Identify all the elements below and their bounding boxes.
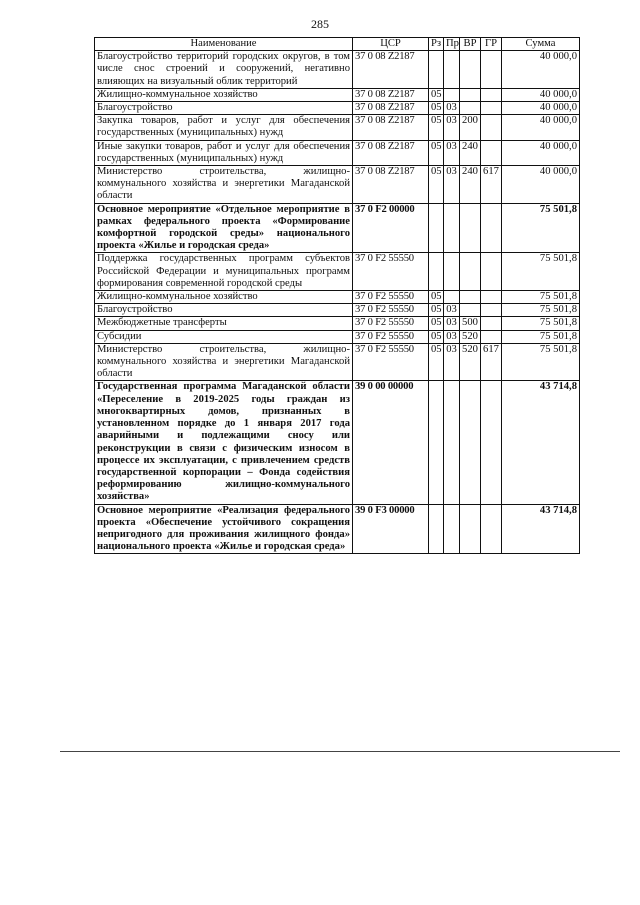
row-rz: 05 — [429, 343, 444, 381]
table-row — [95, 88, 580, 101]
row-rz — [429, 504, 444, 554]
row-vr — [460, 88, 481, 101]
row-gr — [481, 330, 502, 343]
row-pr — [444, 504, 460, 554]
row-rz: 05 — [429, 330, 444, 343]
row-name: Министерство строительства, жилищно-коммунального хозяйства и энергетики Магаданской области — [95, 166, 353, 204]
header-pr: Пр — [444, 38, 460, 51]
row-vr: 520 — [460, 343, 481, 381]
row-rz — [429, 253, 444, 291]
row-vr — [460, 291, 481, 304]
row-vr: 500 — [460, 317, 481, 330]
row-gr — [481, 140, 502, 165]
table-row — [95, 343, 580, 381]
table-row — [95, 140, 580, 165]
row-vr — [460, 51, 481, 89]
row-pr: 03 — [444, 330, 460, 343]
table-row — [95, 51, 580, 89]
row-vr — [460, 253, 481, 291]
row-gr: 617 — [481, 166, 502, 204]
row-rz — [429, 51, 444, 89]
row-rz: 05 — [429, 166, 444, 204]
row-name: Поддержка государственных программ субъектов Российской Федерации и муниципальных программ формирования современной городской среды — [95, 253, 353, 291]
row-sum: 75 501,8 — [502, 317, 580, 330]
row-pr: 03 — [444, 102, 460, 115]
row-name: Субсидии — [95, 330, 353, 343]
row-pr: 03 — [444, 140, 460, 165]
table-row — [95, 102, 580, 115]
row-rz: 05 — [429, 115, 444, 140]
row-sum: 43 714,8 — [502, 504, 580, 554]
row-rz: 05 — [429, 304, 444, 317]
row-csr: 37 0 F2 55550 — [353, 304, 429, 317]
row-csr: 37 0 08 Z2187 — [353, 115, 429, 140]
table-row — [95, 330, 580, 343]
row-pr — [444, 381, 460, 504]
row-vr — [460, 304, 481, 317]
row-gr — [481, 381, 502, 504]
row-sum: 40 000,0 — [502, 88, 580, 101]
row-csr: 37 0 08 Z2187 — [353, 140, 429, 165]
row-pr — [444, 253, 460, 291]
row-name: Государственная программа Магаданской области «Переселение в 2019-2025 годы граждан из многоквартирных домов, признанных в установленном порядке до 1 января 2017 года аварийными и подлежащими сносу или реконструкции в связи с физическим износом в процессе их эксплуатации, с привлечением средств государственной корпорации – Фонда содействия реформированию жилищно-коммунального хозяйства» — [95, 381, 353, 504]
page-number: 285 — [311, 17, 329, 31]
row-gr: 617 — [481, 343, 502, 381]
row-gr — [481, 253, 502, 291]
row-rz: 05 — [429, 102, 444, 115]
row-csr: 37 0 08 Z2187 — [353, 88, 429, 101]
row-name: Основное мероприятие «Отдельное мероприятие в рамках федерального проекта «Формирование комфортной городской среды» национального проекта «Жилье и городская среда» — [95, 203, 353, 253]
row-name: Жилищно-коммунальное хозяйство — [95, 88, 353, 101]
row-csr: 39 0 F3 00000 — [353, 504, 429, 554]
row-sum: 75 501,8 — [502, 203, 580, 253]
table-row — [95, 203, 580, 253]
row-gr — [481, 203, 502, 253]
row-name: Основное мероприятие «Реализация федерального проекта «Обеспечение устойчивого сокращения непригодного для проживания жилищного фонда» национального проекта «Жилье и городская среда» — [95, 504, 353, 554]
row-sum: 43 714,8 — [502, 381, 580, 504]
row-rz: 05 — [429, 140, 444, 165]
row-pr: 03 — [444, 343, 460, 381]
row-vr: 240 — [460, 140, 481, 165]
row-pr: 03 — [444, 304, 460, 317]
row-gr — [481, 88, 502, 101]
row-gr — [481, 51, 502, 89]
row-name: Иные закупки товаров, работ и услуг для обеспечения государственных (муниципальных) нужд — [95, 140, 353, 165]
row-pr — [444, 203, 460, 253]
table-row — [95, 304, 580, 317]
row-name: Благоустройство — [95, 102, 353, 115]
row-csr: 37 0 F2 55550 — [353, 330, 429, 343]
table-row — [95, 504, 580, 554]
row-vr — [460, 381, 481, 504]
row-csr: 37 0 F2 55550 — [353, 343, 429, 381]
header-vr: ВР — [460, 38, 481, 51]
table-header-row — [95, 38, 580, 51]
header-csr: ЦСР — [353, 38, 429, 51]
row-sum: 40 000,0 — [502, 102, 580, 115]
row-rz — [429, 381, 444, 504]
row-pr — [444, 51, 460, 89]
row-pr: 03 — [444, 317, 460, 330]
row-name: Межбюджетные трансферты — [95, 317, 353, 330]
row-pr: 03 — [444, 166, 460, 204]
row-name: Благоустройство — [95, 304, 353, 317]
row-sum: 40 000,0 — [502, 51, 580, 89]
row-name: Министерство строительства, жилищно-коммунального хозяйства и энергетики Магаданской области — [95, 343, 353, 381]
row-name: Жилищно-коммунальное хозяйство — [95, 291, 353, 304]
row-name: Закупка товаров, работ и услуг для обеспечения государственных (муниципальных) нужд — [95, 115, 353, 140]
row-csr: 37 0 F2 55550 — [353, 317, 429, 330]
row-rz: 05 — [429, 88, 444, 101]
row-gr — [481, 291, 502, 304]
row-pr — [444, 88, 460, 101]
table-row — [95, 253, 580, 291]
row-vr: 520 — [460, 330, 481, 343]
footer-divider — [60, 751, 620, 752]
row-pr — [444, 291, 460, 304]
row-name: Благоустройство территорий городских округов, в том числе снос строений и сооружений, негативно влияющих на визуальный облик территорий — [95, 51, 353, 89]
row-csr: 37 0 F2 55550 — [353, 253, 429, 291]
row-vr: 240 — [460, 166, 481, 204]
row-sum: 75 501,8 — [502, 291, 580, 304]
row-sum: 40 000,0 — [502, 166, 580, 204]
table-body — [95, 51, 580, 554]
header-rz: Рз — [429, 38, 444, 51]
row-vr — [460, 203, 481, 253]
row-vr: 200 — [460, 115, 481, 140]
row-csr: 39 0 00 00000 — [353, 381, 429, 504]
row-rz: 05 — [429, 317, 444, 330]
row-csr: 37 0 08 Z2187 — [353, 51, 429, 89]
header-name: Наименование — [95, 38, 353, 51]
row-pr: 03 — [444, 115, 460, 140]
row-vr — [460, 102, 481, 115]
row-sum: 75 501,8 — [502, 330, 580, 343]
row-vr — [460, 504, 481, 554]
row-gr — [481, 304, 502, 317]
row-rz — [429, 203, 444, 253]
row-csr: 37 0 F2 00000 — [353, 203, 429, 253]
row-gr — [481, 504, 502, 554]
row-sum: 75 501,8 — [502, 343, 580, 381]
table-row — [95, 166, 580, 204]
header-gr: ГР — [481, 38, 502, 51]
row-csr: 37 0 08 Z2187 — [353, 102, 429, 115]
row-csr: 37 0 08 Z2187 — [353, 166, 429, 204]
row-sum: 40 000,0 — [502, 140, 580, 165]
header-sum: Сумма — [502, 38, 580, 51]
row-sum: 40 000,0 — [502, 115, 580, 140]
row-gr — [481, 317, 502, 330]
table-row — [95, 291, 580, 304]
table-row — [95, 381, 580, 504]
row-gr — [481, 102, 502, 115]
budget-table — [94, 37, 580, 554]
row-rz: 05 — [429, 291, 444, 304]
table-row — [95, 317, 580, 330]
row-sum: 75 501,8 — [502, 253, 580, 291]
row-sum: 75 501,8 — [502, 304, 580, 317]
table-row — [95, 115, 580, 140]
row-csr: 37 0 F2 55550 — [353, 291, 429, 304]
row-gr — [481, 115, 502, 140]
